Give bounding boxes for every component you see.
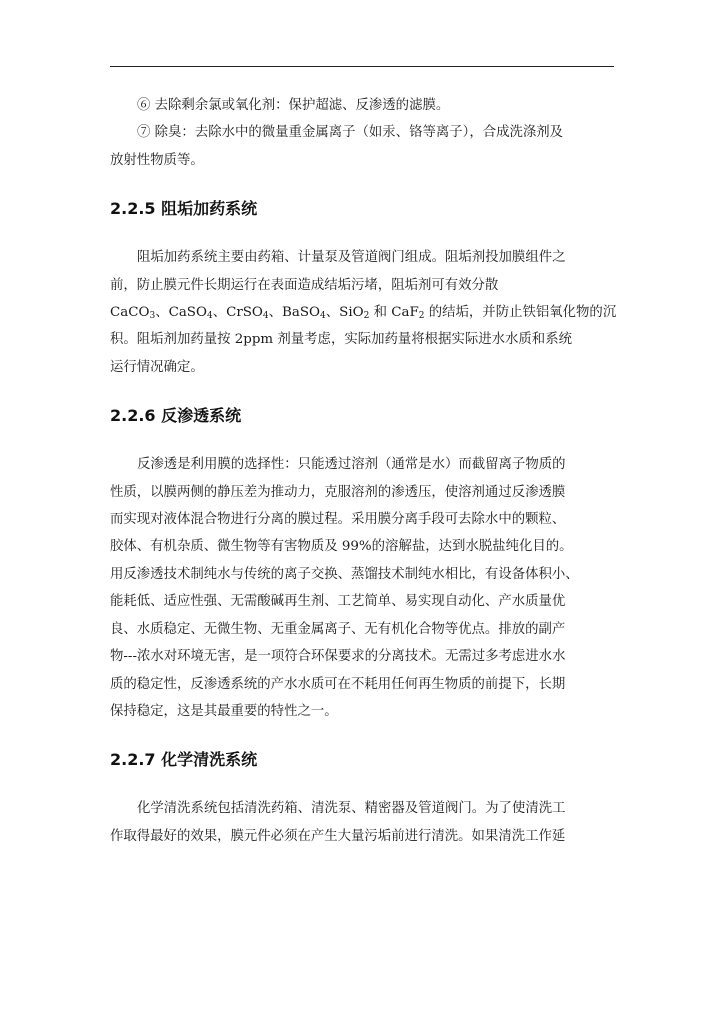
subscript: 4 [320, 311, 326, 322]
paragraph-line: 保持稳定，这是其最重要的特性之一。 [110, 703, 338, 719]
list-item-7: ⑦ 除臭：去除水中的微量重金属离子（如汞、铬等离子），合成洗涤剂及 [137, 125, 564, 141]
paragraph-line: 物---浓水对环境无害，是一项符合环保要求的分离技术。无需过多考虑进水水 [110, 649, 566, 665]
list-item-6: ⑥ 去除剩余氯或氧化剂：保护超滤、反渗透的滤膜。 [137, 98, 450, 113]
list-item-7-cont: 放射性物质等。 [110, 152, 204, 168]
formula-caco3: CaCO [110, 305, 150, 321]
formula-caso4: 、CaSO [155, 305, 207, 321]
subscript: 4 [262, 311, 269, 322]
paragraph-line: 良、水质稳定、无微生物、无重金属离子、无有机化合物等优点。排放的副产 [110, 621, 566, 637]
section-heading-2-2-7: 2.2.7 化学清洗系统 [110, 750, 258, 770]
section-heading-2-2-5: 2.2.5 阻垢加药系统 [110, 199, 258, 219]
paragraph-text: 的结垢，并防止铁铝氧化物的沉 [424, 305, 617, 321]
chemical-formula-line [110, 299, 617, 326]
subscript: 3 [149, 311, 156, 322]
formula-caf2: 和 CaF [369, 305, 419, 321]
subscript: 2 [363, 311, 370, 322]
subscript: 4 [206, 311, 213, 322]
paragraph-line: 性质，以膜两侧的静压差为推动力，克服溶剂的渗透压，使溶剂通过反渗透膜 [110, 484, 566, 500]
formula-baso4: 、BaSO [268, 305, 321, 321]
paragraph-line: 化学清洗系统包括清洗药箱、清洗泵、精密器及管道阀门。为了使清洗工 [137, 801, 566, 817]
formula-crso4: 、CrSO [212, 305, 263, 321]
paragraph-line: 作取得最好的效果，膜元件必须在产生大量污垢前进行清洗。如果清洗工作延 [110, 828, 566, 844]
paragraph-line: 用反渗透技术制纯水与传统的离子交换、蒸馏技术制纯水相比，有设备体积小、 [110, 566, 579, 582]
paragraph-line: 质的稳定性，反渗透系统的产水水质可在不耗用任何再生物质的前提下，长期 [110, 676, 566, 692]
paragraph-line: 积。阻垢剂加药量按 2ppm 剂量考虑，实际加药量将根据实际进水水质和系统 [110, 332, 572, 348]
paragraph-line: 阻垢加药系统主要由药箱、计量泵及管道阀门组成。阻垢剂投加膜组件之 [137, 250, 566, 266]
document-body [110, 92, 617, 850]
subscript: 2 [418, 311, 425, 322]
paragraph-line: 运行情况确定。 [110, 359, 204, 375]
paragraph-line: 胶体、有机杂质、微生物等有害物质及 99%的溶解盐，达到水脱盐纯化目的。 [110, 539, 573, 555]
paragraph-line: 反渗透是利用膜的选择性：只能透过溶剂（通常是水）而截留离子物质的 [137, 457, 566, 473]
section-heading-2-2-6: 2.2.6 反渗透系统 [110, 406, 242, 426]
header-rule [110, 66, 614, 67]
formula-sio2: 、SiO [325, 305, 364, 321]
paragraph-line: 能耗低、适应性强、无需酸碱再生剂、工艺简单、易实现自动化、产水质量优 [110, 594, 566, 610]
paragraph-line: 前，防止膜元件长期运行在表面造成结垢污堵，阻垢剂可有效分散 [110, 277, 499, 293]
paragraph-line: 而实现对液体混合物进行分离的膜过程。采用膜分离手段可去除水中的颗粒、 [110, 512, 566, 528]
